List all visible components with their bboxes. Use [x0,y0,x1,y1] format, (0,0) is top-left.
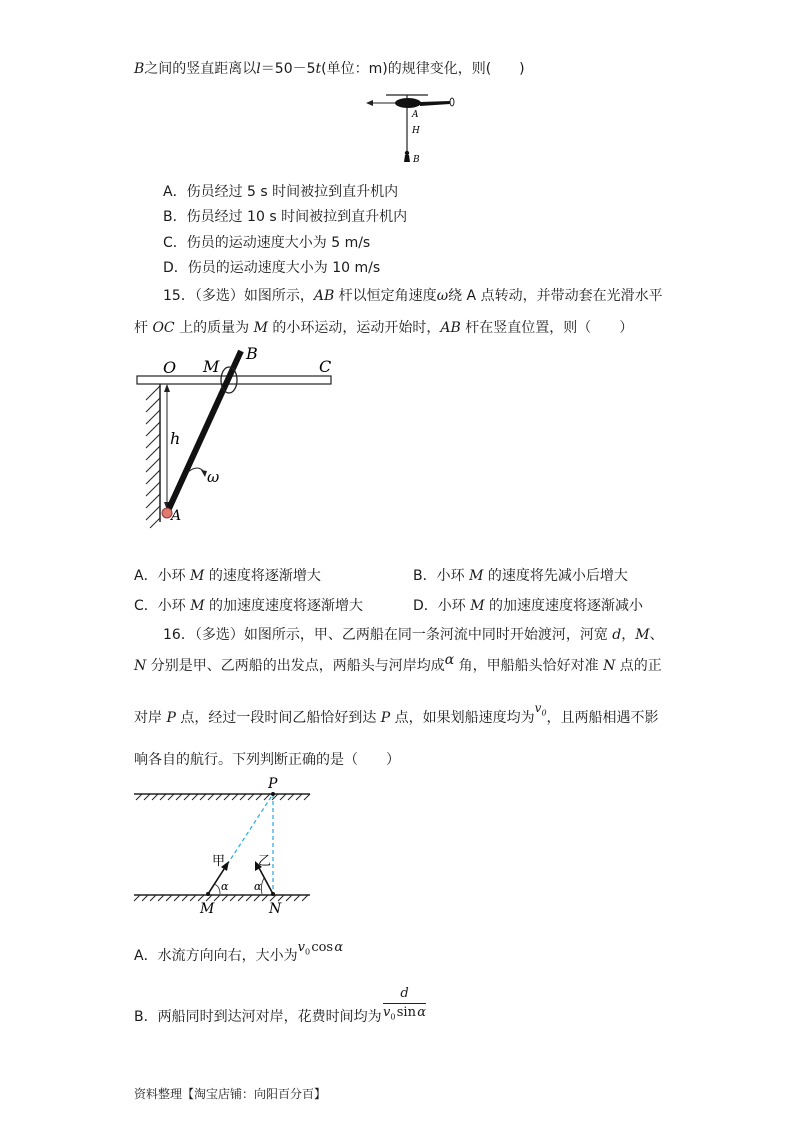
wall-hatching [146,386,160,528]
q14-option-d: D．伤员的运动速度大小为 10 m/s [163,260,381,276]
point-P [271,792,275,796]
q14-option-a: A．伤员经过 5 s 时间被拉到直升机内 [163,184,399,200]
velocity-arrow-head [366,100,373,106]
label-C: C [319,357,332,376]
q14-option-b: B．伤员经过 10 s 时间被拉到直升机内 [163,209,408,225]
q15-stem-line1: 15．（多选）如图所示，AB 杆以恒定角速度ω绕 A 点转动，并带动套在光滑水平 [163,288,663,304]
q16-stem-line2: N 分别是甲、乙两船的出发点，两船头与河岸均成α 角，甲船船头恰好对准 N 点的正 [134,652,662,674]
point-M [206,892,210,896]
label-alpha-M: α [221,880,229,893]
q15-option-c: C．小环 M 的加速度速度将逐渐增大 [134,598,364,614]
horizontal-rod-OC [137,376,331,384]
helicopter-tail [420,101,450,106]
helicopter-body [395,98,421,108]
q14-option-c: C．伤员的运动速度大小为 5 m/s [163,235,371,251]
q16-option-a: A．水流方向向右，大小为$v_0$ cos α [134,940,344,964]
label-B: B [413,155,420,165]
q16-stem-line1: 16．（多选）如图所示，甲、乙两船在同一条河流中同时开始渡河，河宽 d，M、 [163,627,664,643]
point-N [271,892,275,896]
label-H: H [412,126,420,136]
helicopter-figure [360,86,470,168]
q15-option-a: A．小环 M 的速度将逐渐增大 [134,568,321,584]
q16-option-b-fraction: $\frac{d}{v_0 \sin \alpha}$ [383,986,427,1022]
q15-option-d: D．小环 M 的加速度速度将逐渐减小 [413,598,644,614]
injured-person-head [405,151,409,155]
bottom-bank-hatching [134,895,308,901]
label-alpha-N: α [254,880,262,893]
label-yi: 乙 [258,854,272,869]
label-omega: ω [207,468,220,486]
river-crossing-figure [128,774,318,920]
label-N: N [269,901,282,917]
angle-arc-N [261,878,264,894]
label-M: M [200,901,215,917]
label-O: O [163,358,177,377]
top-bank-hatching [136,794,310,800]
height-arrow-top [164,384,170,392]
label-h: h [170,429,181,448]
label-M: M [203,357,220,376]
q16-stem-line4: 响各自的航行。下列判断正确的是（ ） [134,752,400,768]
label-A: A [171,508,182,524]
q16-stem-line3: 对岸 P 点，经过一段时间乙船恰好到达 P 点，如果划船速度均为$v_0$，且两船相遇不影 [134,701,659,726]
injured-person-body [404,155,410,162]
rotating-rod-figure [134,340,344,530]
label-jia: 甲 [212,854,226,869]
fraction-numerator: d [383,986,426,1004]
page-footer: 资料整理【淘宝店铺：向阳百分百】 [134,1087,327,1101]
q16-option-b: B．两船同时到达河对岸，花费时间均为 [134,1009,382,1025]
label-P: P [268,776,278,792]
q15-option-b: B．小环 M 的速度将先减小后增大 [413,568,628,584]
q14-stem-tail: B之间的竖直距离以l＝50－5t(单位：m)的规律变化，则( ) [134,61,525,77]
q15-stem-line2: 杆 OC 上的质量为 M 的小环运动，运动开始时，AB 杆在竖直位置，则（ ） [134,320,634,336]
tail-rotor [450,98,454,106]
label-A: A [412,110,419,120]
label-B: B [246,344,258,363]
angle-arc-M [214,884,220,894]
